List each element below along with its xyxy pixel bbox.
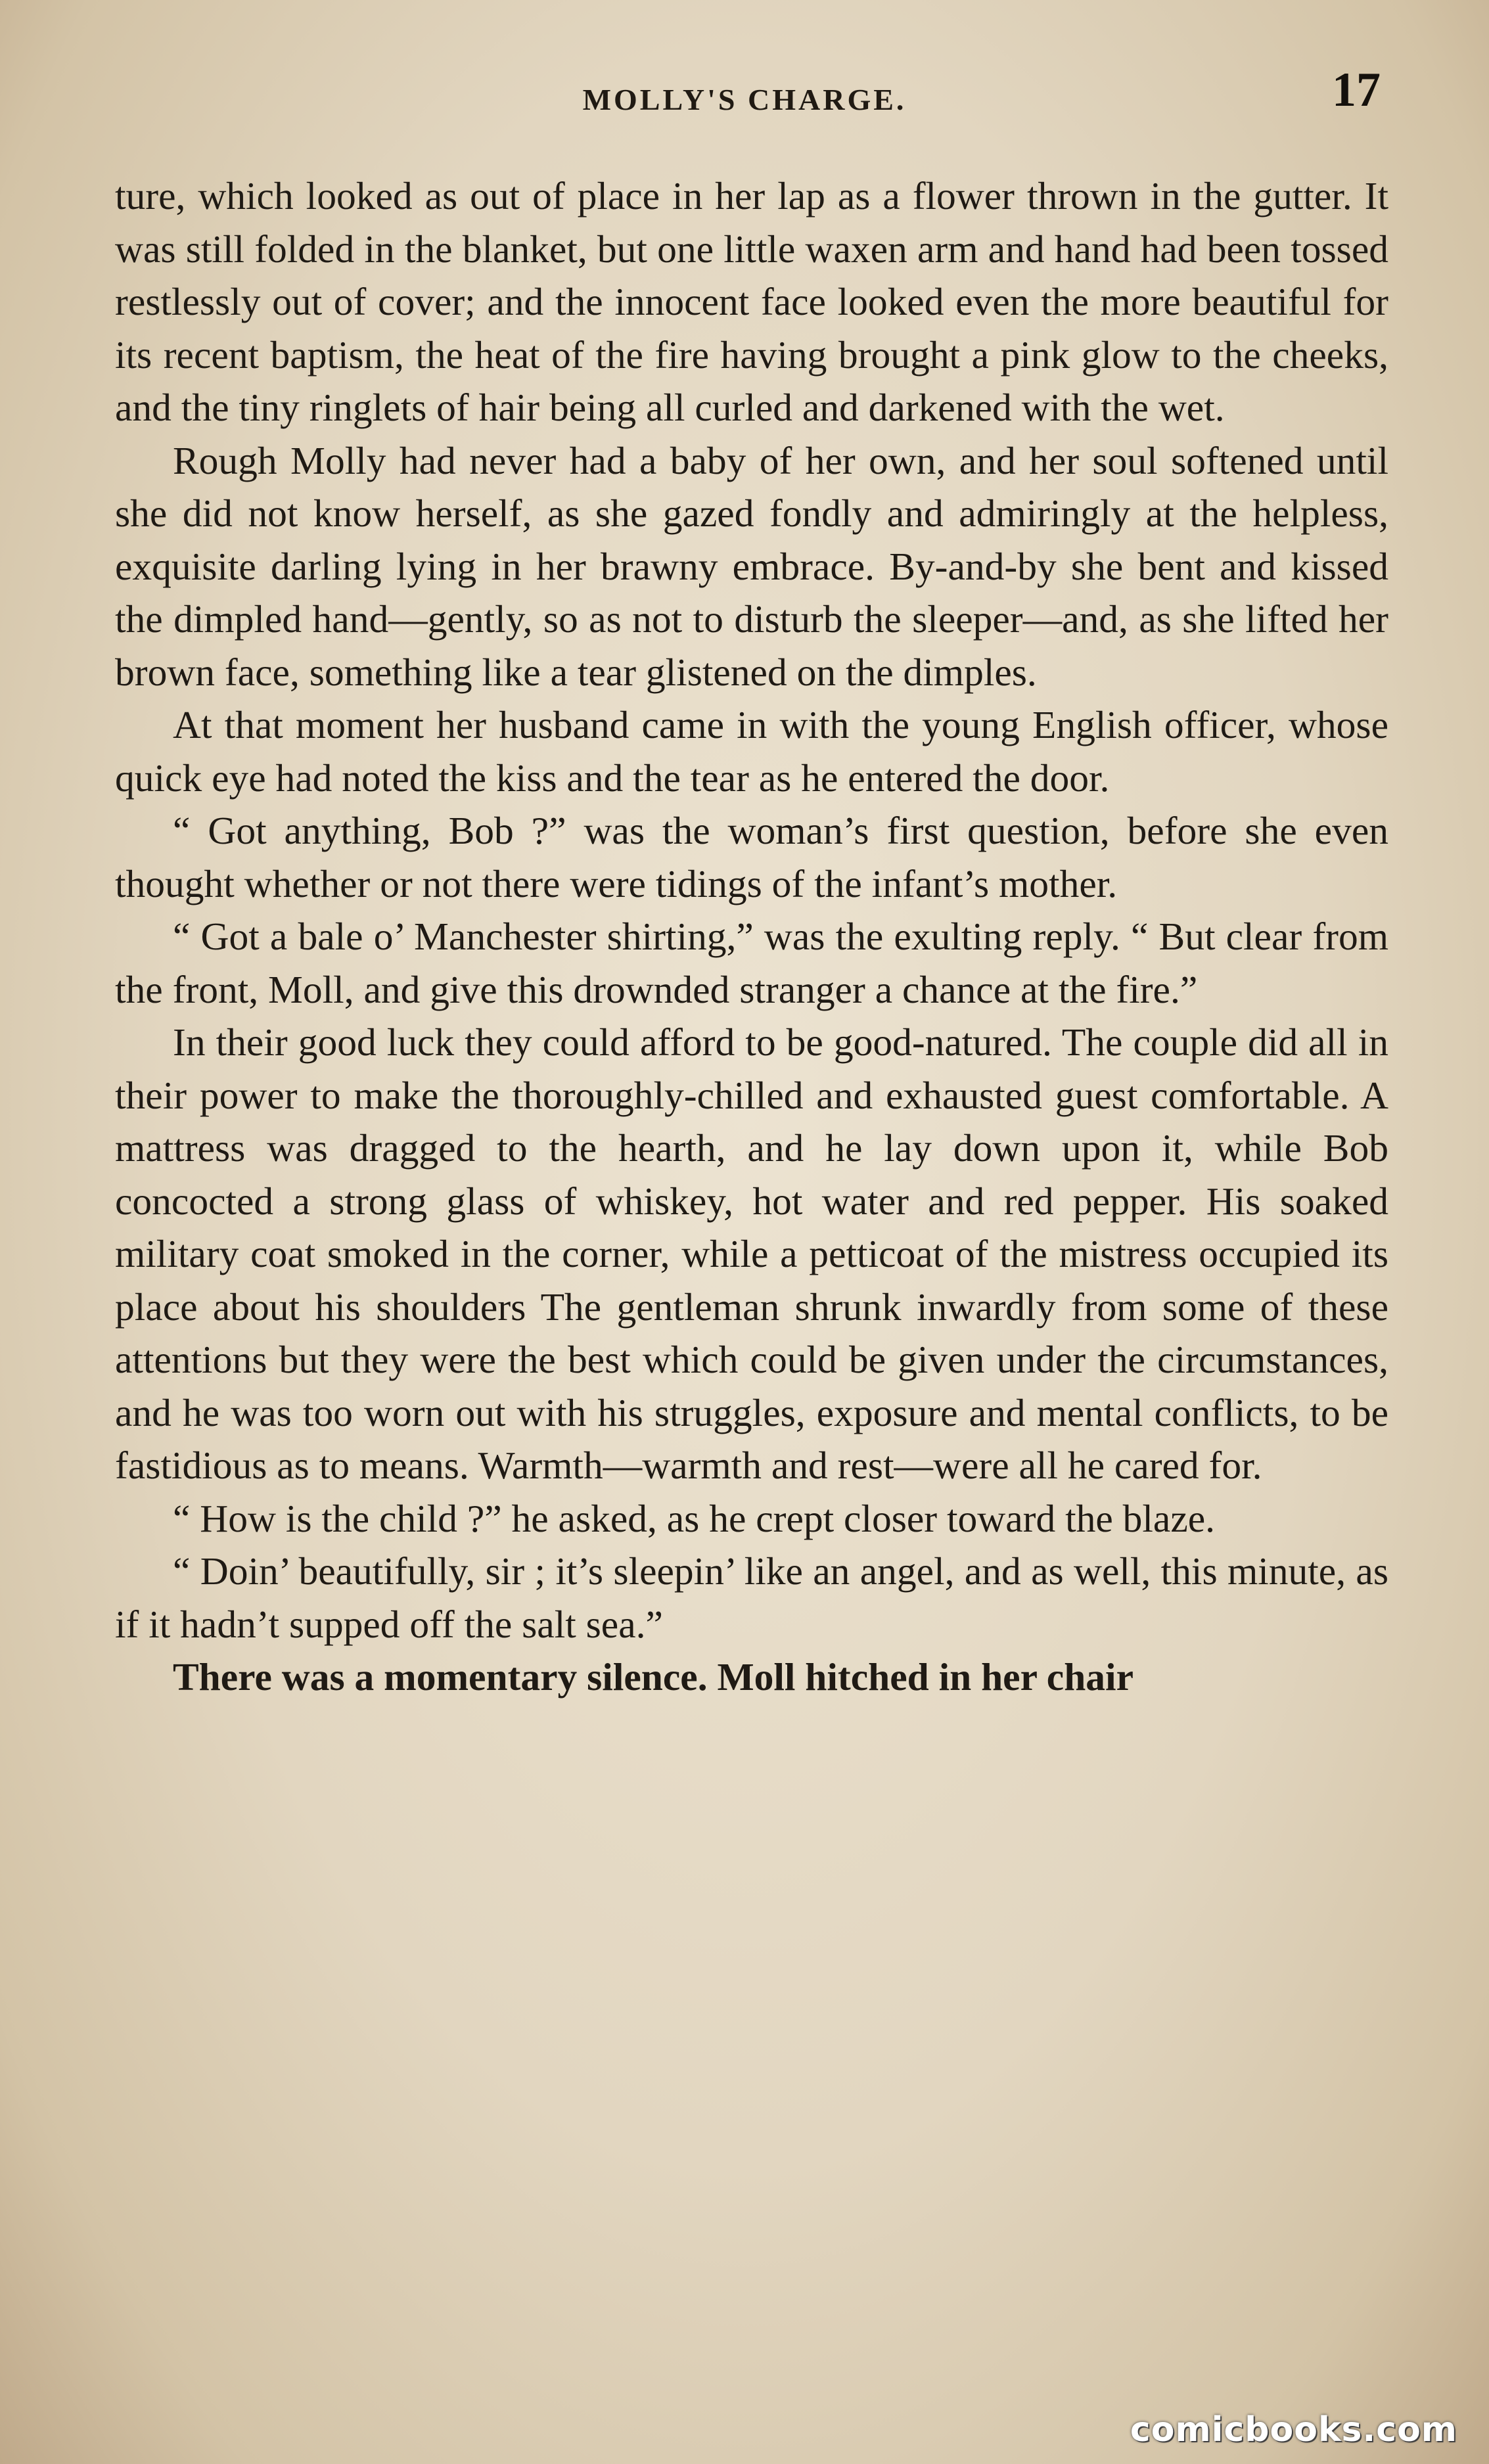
paragraph: “ Got a bale o’ Manchester shirting,” was the exulting reply. “ But clear from the front, Moll, and give this drownded stranger a chance at the fire.” [115, 915, 1388, 1011]
paragraph: There was a momentary silence. Moll hitched in her chair [173, 1655, 1134, 1699]
paragraph: “ Got anything, Bob ?” was the woman’s first question, before she even thought whether or not there were tidings of the infant’s mother. [115, 809, 1388, 905]
page-header [0, 62, 1489, 135]
watermark: comicbooks.com [1130, 2410, 1457, 2450]
paragraph: Rough Molly had never had a baby of her own, and her soul softened until she did not know herself, as she gazed fondly and admiringly at the helpless, exquisite darling lying in her brawny embrace. By-and-by she bent and kissed the dimpled hand—gently, so as not to disturb the sleeper—and, as she lifted her brown face, something like a tear glistened on the dimples. [115, 438, 1388, 694]
paragraph: At that moment her husband came in with the young English officer, whose quick eye had noted the kiss and the tear as he entered the door. [115, 703, 1388, 800]
paragraph: “ How is the child ?” he asked, as he crept closer toward the blaze. [173, 1496, 1216, 1540]
paragraph: In their good luck they could afford to be good-natured. The couple did all in their power to make the thoroughly-chilled and exhausted guest comfortable. A mattress was dragged to the hearth, and he lay down upon it, while Bob concocted a strong glass of whiskey, hot water and red pepper. His soaked military coat smoked in the corner, while a petticoat of the mistress occupied its place about his shoulders The gentleman shrunk inwardly from some of these attentions but they were the best which could be given under the circumstances, and he was too worn out with his struggles, exposure and mental conflicts, to be fastidious as to means. Warmth—warmth and rest—were all he cared for. [115, 1020, 1388, 1487]
page-number: 17 [1332, 63, 1381, 117]
paragraph: “ Doin’ beautifully, sir ; it’s sleepin’ like an angel, and as well, this minute, as if it hadn’t supped off the salt sea.” [115, 1549, 1388, 1646]
running-head: MOLLY'S CHARGE. [582, 83, 907, 116]
body-text [115, 170, 1388, 1704]
paragraph: ture, which looked as out of place in her lap as a flower thrown in the gutter. It was still folded in the blanket, but one little waxen arm and hand had been tossed restlessly out of cover; and the innocent face looked even the more beautiful for its recent baptism, the heat of the fire having brought a pink glow to the cheeks, and the tiny ringlets of hair being all curled and darkened with the wet. [115, 174, 1388, 429]
